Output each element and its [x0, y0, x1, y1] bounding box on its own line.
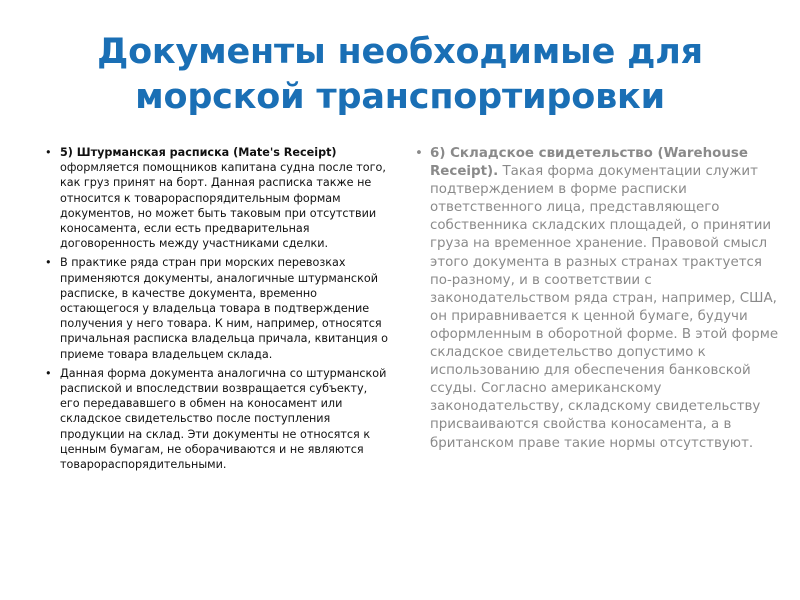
slide-title-line-2: морской транспортировки [135, 77, 665, 117]
list-item [415, 145, 780, 453]
mates-receipt-heading: 5) Штурманская расписка (Mate's Receipt) [60, 146, 337, 159]
slide-title [0, 30, 800, 120]
right-column [415, 145, 780, 457]
list-item [45, 145, 390, 251]
list-item-text: Такая форма документации служит подтверждением в форме расписки ответственного лица, представляющего собственника складских площадей, о принятии груза на временное хранение. Правовой смысл этого документа в разных странах трактуется по-разному, и в соответствии с законодательством ряда стран, например, США, он приравнивается к ценной бумаге, будучи оформленным в оборотной форме. В этой форме складское свидетельство допустимо к использованию для обеспечения банковской ссуды. Согласно американскому законодательству, складскому свидетельству присваиваются свойства коносамента, а в британском праве такие нормы отсутствуют. [430, 164, 779, 451]
list-item-text: В практике ряда стран при морских перевозках применяются документы, аналогичные штурманской расписке, в качестве документа, временно остающегося у владельца товара в подтверждение получения у него товара. К ним, например, относятся причальная расписка владельца причала, квитанция о приеме товара владельцем склада. [60, 256, 388, 361]
right-bullet-list [415, 145, 780, 453]
left-column [45, 145, 390, 476]
bullet-icon: • [415, 146, 423, 161]
bullet-icon: • [45, 366, 52, 380]
list-item-text: оформляется помощников капитана судна после того, как груз принят на борт. Данная расписка также не относится к товарораспорядительным формам документов, но может быть таковым при отсутствии коносамента, если есть предварительная договоренность между участниками сделки. [60, 161, 386, 251]
list-item-text: Данная форма документа аналогична со штурманской распиской и впоследствии возвращается субъекту, его передававшего в обмен на коносамент или складское свидетельство после поступления продукции на склад. Эти документы не относятся к ценным бумагам, не оборачиваются и не являются товарораспорядительными. [60, 366, 387, 472]
left-bullet-list [45, 145, 390, 472]
bullet-icon: • [45, 146, 52, 159]
slide-title-line-1: Документы необходимые для [97, 32, 703, 72]
bullet-icon: • [45, 256, 52, 270]
list-item [45, 255, 390, 361]
warehouse-receipt-heading: 6) Складское свидетельство (Warehouse Receipt). [430, 146, 748, 180]
list-item [45, 366, 390, 472]
